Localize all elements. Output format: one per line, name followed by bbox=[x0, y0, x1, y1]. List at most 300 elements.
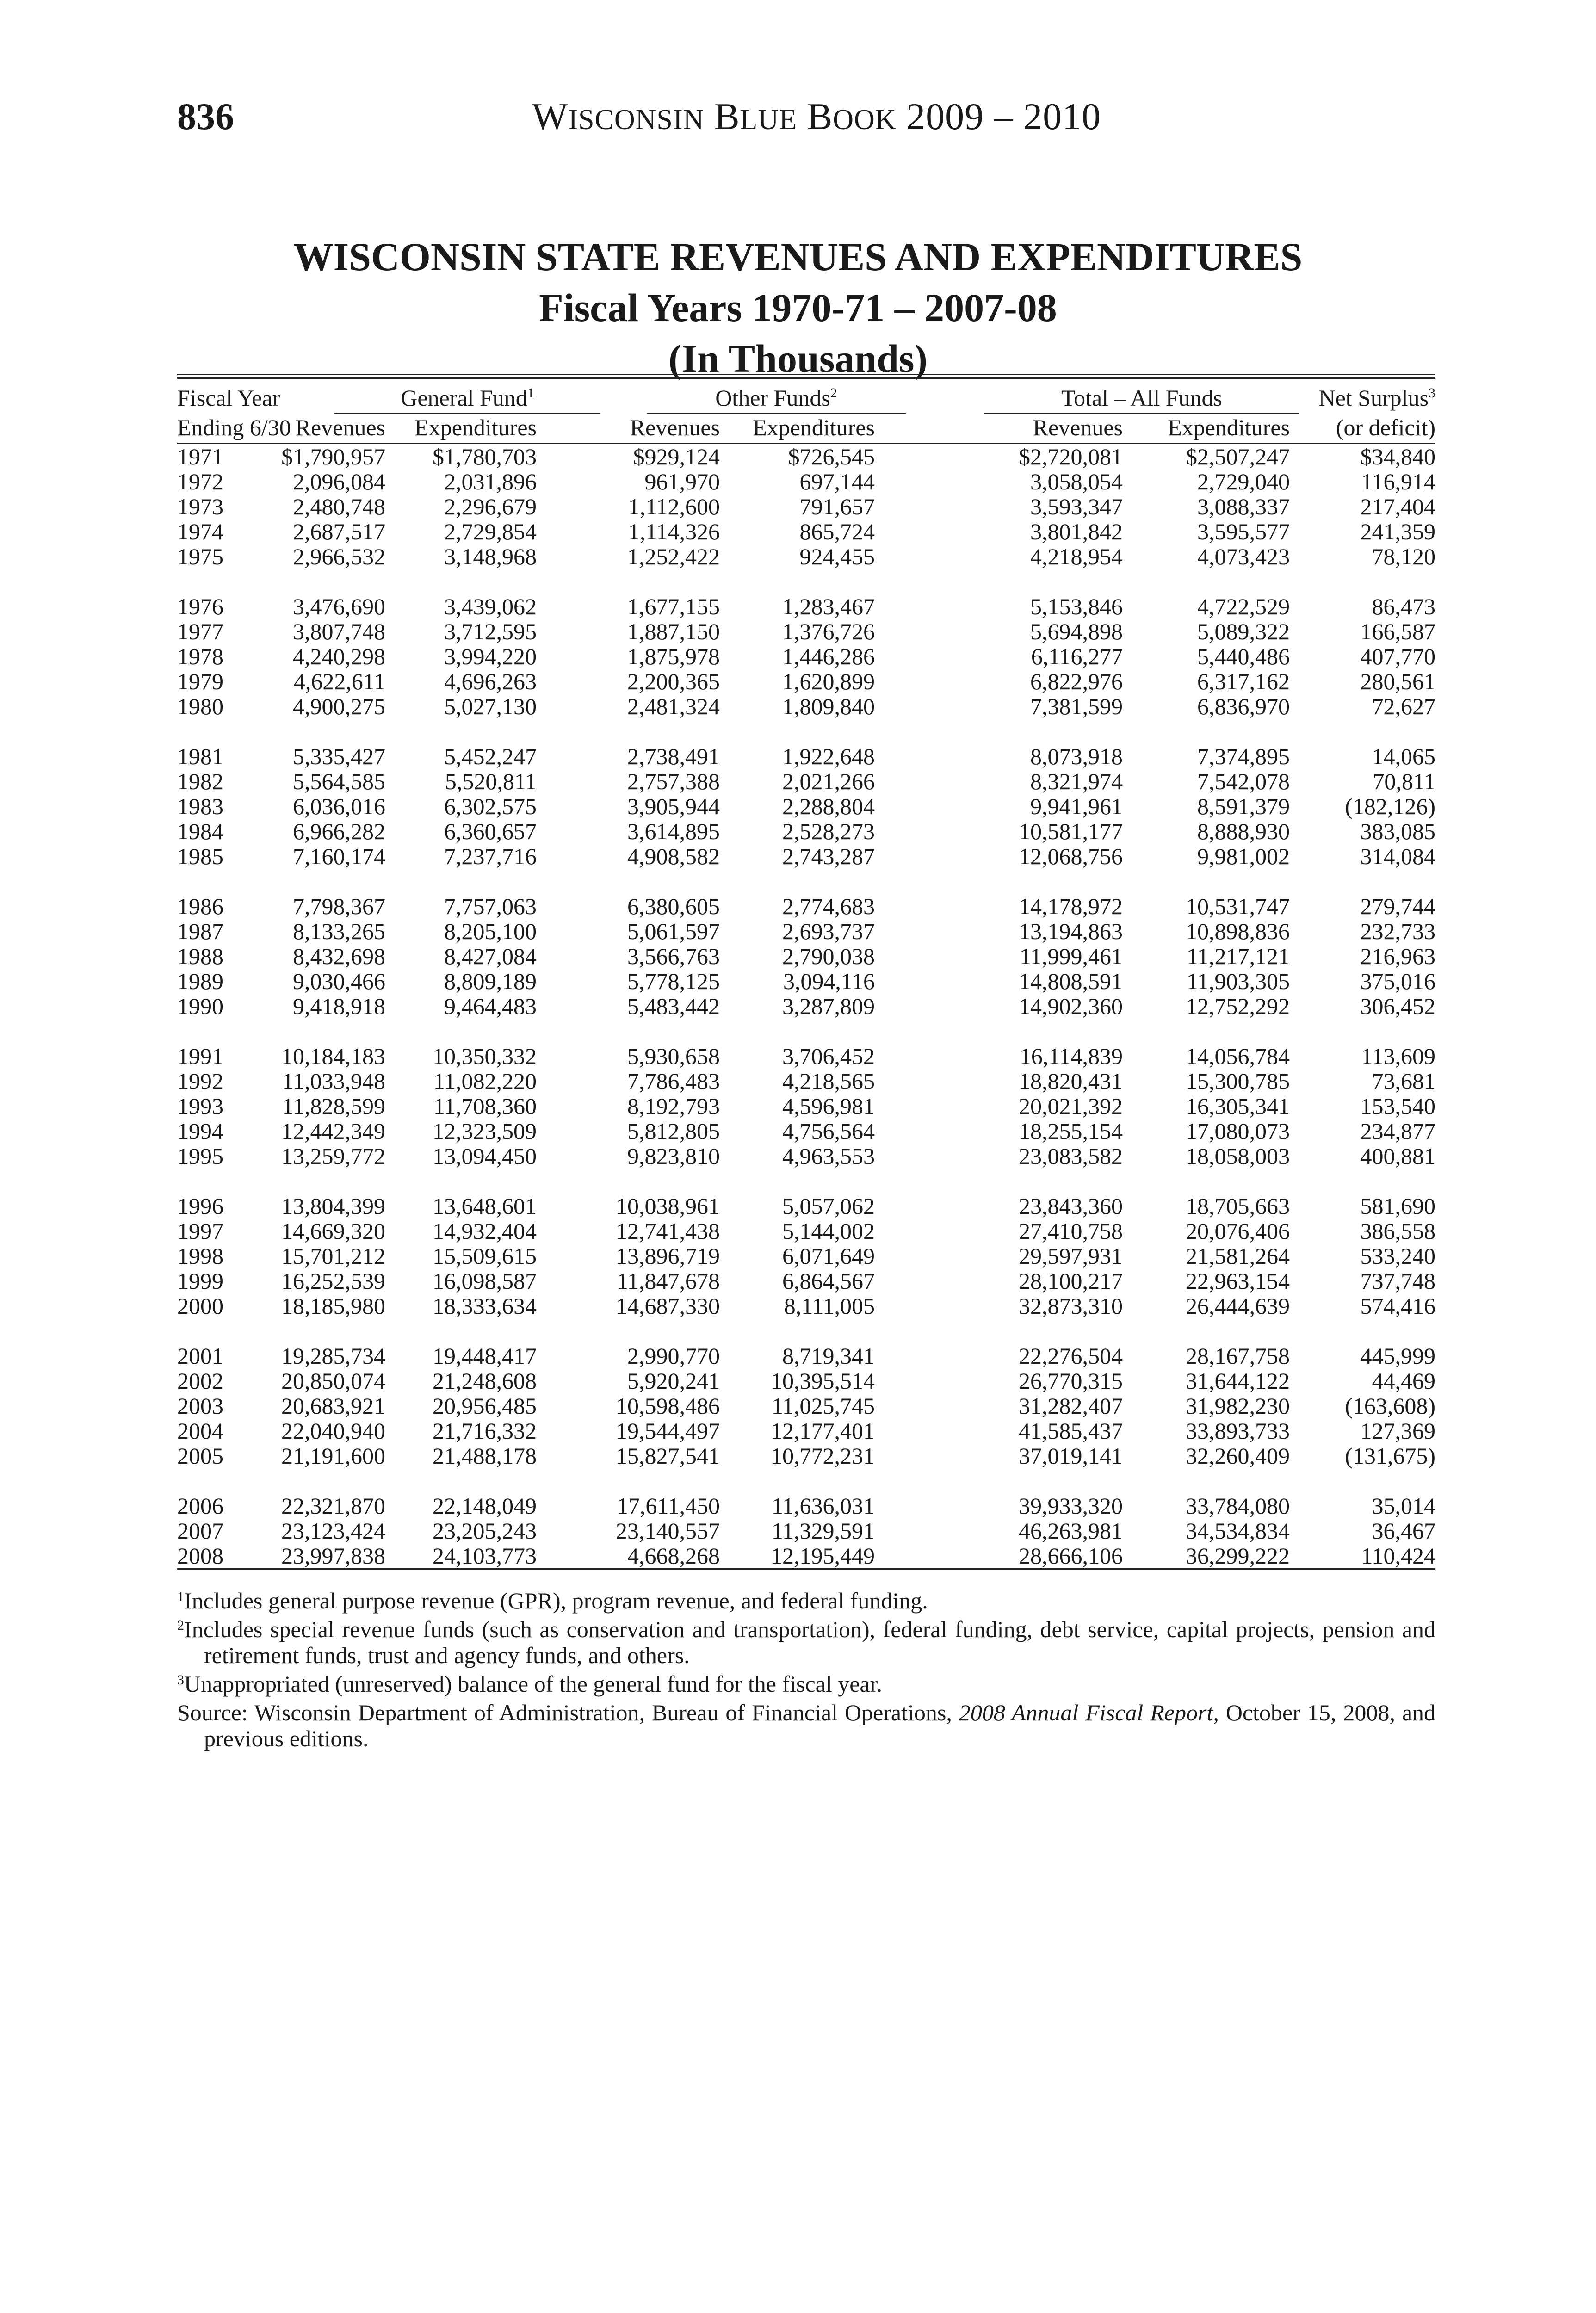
cell-gf-revenues: 5,335,427 bbox=[293, 743, 385, 769]
table-row bbox=[177, 694, 1435, 719]
cell-gf-expenditures: 11,708,360 bbox=[433, 1093, 537, 1119]
table-row bbox=[177, 1518, 1435, 1543]
cell-of-expenditures: 3,287,809 bbox=[782, 993, 875, 1019]
cell-gf-revenues: 13,259,772 bbox=[281, 1143, 385, 1169]
cell-of-expenditures: 12,177,401 bbox=[771, 1418, 875, 1444]
cell-of-revenues: 3,566,763 bbox=[627, 943, 720, 969]
cell-of-revenues: 2,481,324 bbox=[627, 693, 720, 719]
cell-of-revenues: 6,380,605 bbox=[627, 893, 720, 919]
cell-of-revenues: 15,827,541 bbox=[616, 1443, 720, 1469]
cell-total-revenues: 4,218,954 bbox=[1030, 544, 1123, 569]
cell-gf-expenditures: 20,956,485 bbox=[433, 1393, 537, 1419]
cell-gf-revenues: 22,321,870 bbox=[281, 1493, 385, 1519]
cell-of-expenditures: 924,455 bbox=[799, 544, 875, 569]
cell-gf-expenditures: 8,809,189 bbox=[444, 968, 537, 994]
cell-total-revenues: 23,843,360 bbox=[1019, 1193, 1123, 1219]
cell-net-surplus: 217,404 bbox=[1360, 494, 1435, 519]
table-row bbox=[177, 594, 1435, 619]
cell-total-expenditures: 5,440,486 bbox=[1197, 643, 1290, 669]
table-row bbox=[177, 894, 1435, 919]
cell-net-surplus: 375,016 bbox=[1360, 968, 1435, 994]
cell-gf-revenues: 14,669,320 bbox=[281, 1218, 385, 1244]
cell-total-expenditures: 32,260,409 bbox=[1186, 1443, 1290, 1469]
cell-gf-revenues: 2,096,084 bbox=[293, 469, 385, 495]
table-row bbox=[177, 644, 1435, 669]
cell-total-expenditures: 17,080,073 bbox=[1186, 1118, 1290, 1144]
cell-gf-revenues: 7,798,367 bbox=[293, 893, 385, 919]
footnote-2 bbox=[177, 1616, 1435, 1668]
cell-gf-expenditures: 6,302,575 bbox=[444, 793, 537, 819]
cell-fiscal-year: 1973 bbox=[177, 494, 223, 519]
cell-gf-expenditures: 8,205,100 bbox=[444, 918, 537, 944]
cell-gf-revenues: 4,240,298 bbox=[293, 643, 385, 669]
cell-fiscal-year: 1996 bbox=[177, 1193, 223, 1219]
cell-gf-expenditures: 2,031,896 bbox=[444, 469, 537, 495]
cell-gf-revenues: 5,564,585 bbox=[293, 768, 385, 794]
cell-total-expenditures: 33,893,733 bbox=[1186, 1418, 1290, 1444]
cell-gf-revenues: $1,790,957 bbox=[281, 444, 385, 470]
cell-net-surplus: 153,540 bbox=[1360, 1093, 1435, 1119]
cell-of-expenditures: 4,756,564 bbox=[782, 1118, 875, 1144]
cell-gf-expenditures: 6,360,657 bbox=[444, 818, 537, 844]
running-title-part: OOK bbox=[833, 104, 897, 136]
cell-of-expenditures: 10,395,514 bbox=[771, 1368, 875, 1394]
cell-gf-expenditures: 7,237,716 bbox=[444, 843, 537, 869]
running-title-part: B bbox=[704, 95, 740, 137]
cell-total-expenditures: 31,644,122 bbox=[1186, 1368, 1290, 1394]
cell-total-revenues: 28,100,217 bbox=[1019, 1268, 1123, 1294]
cell-total-expenditures: 4,073,423 bbox=[1197, 544, 1290, 569]
cell-of-expenditures: 5,144,002 bbox=[782, 1218, 875, 1244]
cell-of-revenues: 1,114,326 bbox=[628, 519, 720, 544]
footnote-3 bbox=[177, 1671, 1435, 1697]
cell-total-revenues: 37,019,141 bbox=[1019, 1443, 1123, 1469]
header-net-surplus-label: Net Surplus bbox=[1318, 385, 1429, 411]
cell-gf-revenues: 2,480,748 bbox=[293, 494, 385, 519]
cell-of-expenditures: 1,376,726 bbox=[782, 618, 875, 644]
cell-of-expenditures: 5,057,062 bbox=[782, 1193, 875, 1219]
table-row bbox=[177, 1343, 1435, 1368]
table-row bbox=[177, 1094, 1435, 1119]
cell-of-revenues: 2,757,388 bbox=[627, 768, 720, 794]
cell-gf-expenditures: 12,323,509 bbox=[433, 1118, 537, 1144]
cell-gf-revenues: 12,442,349 bbox=[281, 1118, 385, 1144]
footnote-1-marker: 1 bbox=[177, 1589, 184, 1604]
cell-net-surplus: 279,744 bbox=[1360, 893, 1435, 919]
cell-gf-expenditures: 21,248,608 bbox=[433, 1368, 537, 1394]
cell-of-expenditures: 3,094,116 bbox=[783, 968, 875, 994]
cell-of-revenues: $929,124 bbox=[633, 444, 720, 470]
cell-gf-revenues: 19,285,734 bbox=[281, 1343, 385, 1369]
group-spacer bbox=[177, 1468, 1435, 1493]
cell-net-surplus: (163,608) bbox=[1345, 1393, 1435, 1419]
footnote-2-marker: 2 bbox=[177, 1618, 184, 1633]
cell-gf-expenditures: 4,696,263 bbox=[444, 668, 537, 694]
cell-of-expenditures: 8,719,341 bbox=[782, 1343, 875, 1369]
cell-total-revenues: 46,263,981 bbox=[1019, 1518, 1123, 1544]
table-row bbox=[177, 519, 1435, 544]
cell-net-surplus: $34,840 bbox=[1360, 444, 1435, 470]
cell-fiscal-year: 1997 bbox=[177, 1218, 223, 1244]
cell-total-revenues: 9,941,961 bbox=[1030, 793, 1123, 819]
table-row bbox=[177, 944, 1435, 969]
header-gf-revenues: Revenues bbox=[295, 414, 385, 440]
cell-gf-expenditures: 23,205,243 bbox=[433, 1518, 537, 1544]
cell-net-surplus: 78,120 bbox=[1372, 544, 1435, 569]
cell-fiscal-year: 2002 bbox=[177, 1368, 223, 1394]
cell-total-expenditures: 2,729,040 bbox=[1197, 469, 1290, 495]
cell-net-surplus: 72,627 bbox=[1372, 693, 1435, 719]
cell-of-revenues: 11,847,678 bbox=[616, 1268, 720, 1294]
cell-fiscal-year: 1991 bbox=[177, 1043, 223, 1069]
cell-fiscal-year: 1985 bbox=[177, 843, 223, 869]
cell-net-surplus: 116,914 bbox=[1361, 469, 1435, 495]
cell-gf-revenues: 23,123,424 bbox=[281, 1518, 385, 1544]
cell-of-revenues: 7,786,483 bbox=[627, 1068, 720, 1094]
cell-fiscal-year: 1975 bbox=[177, 544, 223, 569]
cell-fiscal-year: 1971 bbox=[177, 444, 223, 470]
cell-gf-expenditures: 15,509,615 bbox=[433, 1243, 537, 1269]
cell-fiscal-year: 2000 bbox=[177, 1293, 223, 1319]
cell-of-expenditures: 1,446,286 bbox=[782, 643, 875, 669]
cell-of-expenditures: 791,657 bbox=[799, 494, 875, 519]
cell-total-expenditures: 6,317,162 bbox=[1197, 668, 1290, 694]
header-row-sub bbox=[177, 415, 1435, 440]
cell-total-expenditures: 8,591,379 bbox=[1197, 793, 1290, 819]
cell-fiscal-year: 1995 bbox=[177, 1143, 223, 1169]
cell-net-surplus: 36,467 bbox=[1372, 1518, 1435, 1544]
cell-fiscal-year: 1982 bbox=[177, 768, 223, 794]
cell-total-revenues: 22,276,504 bbox=[1019, 1343, 1123, 1369]
cell-total-expenditures: 8,888,930 bbox=[1197, 818, 1290, 844]
cell-of-revenues: 10,038,961 bbox=[616, 1193, 720, 1219]
header-row-top bbox=[177, 385, 1435, 410]
cell-total-expenditures: 26,444,639 bbox=[1186, 1293, 1290, 1319]
running-title-part: 2009 – 2010 bbox=[896, 95, 1101, 137]
cell-total-expenditures: 16,305,341 bbox=[1186, 1093, 1290, 1119]
cell-net-surplus: 533,240 bbox=[1360, 1243, 1435, 1269]
group-spacer bbox=[177, 1169, 1435, 1194]
cell-of-revenues: 8,192,793 bbox=[627, 1093, 720, 1119]
cell-total-expenditures: 7,374,895 bbox=[1197, 743, 1290, 769]
cell-of-expenditures: 2,790,038 bbox=[782, 943, 875, 969]
cell-fiscal-year: 2006 bbox=[177, 1493, 223, 1519]
cell-total-expenditures: 36,299,222 bbox=[1186, 1543, 1290, 1569]
cell-total-revenues: 12,068,756 bbox=[1019, 843, 1123, 869]
cell-gf-expenditures: 8,427,084 bbox=[444, 943, 537, 969]
group-spacer bbox=[177, 569, 1435, 594]
cell-gf-revenues: 20,683,921 bbox=[281, 1393, 385, 1419]
cell-of-expenditures: 1,809,840 bbox=[782, 693, 875, 719]
cell-gf-expenditures: 19,448,417 bbox=[433, 1343, 537, 1369]
cell-gf-revenues: 9,030,466 bbox=[293, 968, 385, 994]
cell-gf-expenditures: 2,729,854 bbox=[444, 519, 537, 544]
table-row bbox=[177, 1293, 1435, 1318]
table-row bbox=[177, 919, 1435, 944]
cell-total-expenditures: 28,167,758 bbox=[1186, 1343, 1290, 1369]
header-of-revenues: Revenues bbox=[630, 414, 720, 440]
cell-of-expenditures: 697,144 bbox=[799, 469, 875, 495]
cell-of-revenues: 12,741,438 bbox=[616, 1218, 720, 1244]
cell-total-revenues: 23,083,582 bbox=[1019, 1143, 1123, 1169]
header-total-expenditures: Expenditures bbox=[1168, 414, 1290, 440]
header-or-deficit: (or deficit) bbox=[1336, 414, 1435, 440]
cell-fiscal-year: 1979 bbox=[177, 668, 223, 694]
running-title-part: B bbox=[797, 95, 833, 137]
cell-net-surplus: (182,126) bbox=[1345, 793, 1435, 819]
cell-net-surplus: 574,416 bbox=[1360, 1293, 1435, 1319]
footnote-marker-2: 2 bbox=[830, 385, 837, 401]
cell-of-expenditures: 12,195,449 bbox=[771, 1543, 875, 1569]
cell-fiscal-year: 2001 bbox=[177, 1343, 223, 1369]
cell-fiscal-year: 1981 bbox=[177, 743, 223, 769]
cell-gf-expenditures: 14,932,404 bbox=[433, 1218, 537, 1244]
cell-gf-expenditures: 13,648,601 bbox=[433, 1193, 537, 1219]
cell-of-revenues: 3,614,895 bbox=[627, 818, 720, 844]
footnote-3-marker: 3 bbox=[177, 1672, 184, 1688]
cell-total-revenues: 20,021,392 bbox=[1019, 1093, 1123, 1119]
table-row bbox=[177, 1069, 1435, 1094]
cell-fiscal-year: 1976 bbox=[177, 594, 223, 619]
cell-gf-revenues: 20,850,074 bbox=[281, 1368, 385, 1394]
cell-total-expenditures: 9,981,002 bbox=[1197, 843, 1290, 869]
cell-fiscal-year: 1978 bbox=[177, 643, 223, 669]
cell-total-revenues: 41,585,437 bbox=[1019, 1418, 1123, 1444]
cell-net-surplus: 280,561 bbox=[1360, 668, 1435, 694]
cell-net-surplus: 166,587 bbox=[1360, 618, 1435, 644]
table-row bbox=[177, 1044, 1435, 1069]
table-row bbox=[177, 1418, 1435, 1443]
cell-of-expenditures: 2,528,273 bbox=[782, 818, 875, 844]
cell-of-expenditures: 1,283,467 bbox=[782, 594, 875, 619]
cell-fiscal-year: 1988 bbox=[177, 943, 223, 969]
cell-of-revenues: 2,738,491 bbox=[627, 743, 720, 769]
running-title-part: ISCONSIN bbox=[568, 104, 705, 136]
cell-of-revenues: 5,778,125 bbox=[627, 968, 720, 994]
cell-total-expenditures: 33,784,080 bbox=[1186, 1493, 1290, 1519]
table-row bbox=[177, 794, 1435, 819]
cell-total-expenditures: 4,722,529 bbox=[1197, 594, 1290, 619]
footnote-1-text: Includes general purpose revenue (GPR), program revenue, and federal funding. bbox=[184, 1588, 928, 1614]
cell-of-expenditures: $726,545 bbox=[788, 444, 875, 470]
cell-of-expenditures: 10,772,231 bbox=[771, 1443, 875, 1469]
table-row bbox=[177, 994, 1435, 1019]
cell-net-surplus: 44,469 bbox=[1372, 1368, 1435, 1394]
cell-fiscal-year: 1987 bbox=[177, 918, 223, 944]
cell-total-revenues: 18,255,154 bbox=[1019, 1118, 1123, 1144]
table-row bbox=[177, 744, 1435, 769]
cell-net-surplus: 127,369 bbox=[1360, 1418, 1435, 1444]
cell-gf-revenues: 3,807,748 bbox=[293, 618, 385, 644]
cell-net-surplus: 241,359 bbox=[1360, 519, 1435, 544]
cell-of-revenues: 5,812,805 bbox=[627, 1118, 720, 1144]
cell-gf-revenues: 6,036,016 bbox=[293, 793, 385, 819]
table-title bbox=[0, 231, 1596, 384]
table-row bbox=[177, 494, 1435, 519]
cell-gf-expenditures: 2,296,679 bbox=[444, 494, 537, 519]
cell-gf-revenues: 21,191,600 bbox=[281, 1443, 385, 1469]
title-line-1: WISCONSIN STATE REVENUES AND EXPENDITURES bbox=[293, 235, 1303, 279]
cell-total-revenues: 39,933,320 bbox=[1019, 1493, 1123, 1519]
cell-fiscal-year: 2005 bbox=[177, 1443, 223, 1469]
cell-total-expenditures: 5,089,322 bbox=[1197, 618, 1290, 644]
cell-gf-revenues: 13,804,399 bbox=[281, 1193, 385, 1219]
header-gf-expenditures: Expenditures bbox=[414, 414, 537, 440]
cell-of-expenditures: 2,693,737 bbox=[782, 918, 875, 944]
cell-total-expenditures: 31,982,230 bbox=[1186, 1393, 1290, 1419]
cell-net-surplus: 14,065 bbox=[1372, 743, 1435, 769]
cell-gf-revenues: 11,828,599 bbox=[282, 1093, 385, 1119]
table-row bbox=[177, 1119, 1435, 1144]
cell-fiscal-year: 1990 bbox=[177, 993, 223, 1019]
cell-total-revenues: 29,597,931 bbox=[1019, 1243, 1123, 1269]
cell-gf-expenditures: 5,520,811 bbox=[445, 768, 537, 794]
group-spacer bbox=[177, 869, 1435, 894]
cell-total-revenues: 10,581,177 bbox=[1019, 818, 1123, 844]
cell-net-surplus: 73,681 bbox=[1372, 1068, 1435, 1094]
cell-of-expenditures: 11,025,745 bbox=[771, 1393, 875, 1419]
cell-total-revenues: 8,321,974 bbox=[1030, 768, 1123, 794]
footnote-3-text: Unappropriated (unreserved) balance of the general fund for the fiscal year. bbox=[184, 1671, 883, 1697]
cell-total-expenditures: $2,507,247 bbox=[1186, 444, 1290, 470]
cell-gf-revenues: 15,701,212 bbox=[281, 1243, 385, 1269]
cell-fiscal-year: 2004 bbox=[177, 1418, 223, 1444]
header-total-revenues: Revenues bbox=[1033, 414, 1123, 440]
cell-gf-revenues: 4,900,275 bbox=[293, 693, 385, 719]
cell-total-expenditures: 6,836,970 bbox=[1197, 693, 1290, 719]
group-spacer bbox=[177, 1318, 1435, 1343]
cell-gf-expenditures: 13,094,450 bbox=[433, 1143, 537, 1169]
cell-total-revenues: 14,178,972 bbox=[1019, 893, 1123, 919]
running-title bbox=[532, 95, 1101, 138]
cell-of-revenues: 5,061,597 bbox=[627, 918, 720, 944]
cell-of-revenues: 2,200,365 bbox=[627, 668, 720, 694]
cell-total-revenues: 5,694,898 bbox=[1030, 618, 1123, 644]
cell-of-revenues: 2,990,770 bbox=[627, 1343, 720, 1369]
group-spacer bbox=[177, 719, 1435, 744]
cell-fiscal-year: 1993 bbox=[177, 1093, 223, 1119]
cell-net-surplus: 386,558 bbox=[1360, 1218, 1435, 1244]
cell-of-revenues: 3,905,944 bbox=[627, 793, 720, 819]
header-other-funds bbox=[647, 385, 906, 410]
table-row bbox=[177, 619, 1435, 644]
running-title-part: W bbox=[532, 95, 569, 137]
cell-net-surplus: 35,014 bbox=[1372, 1493, 1435, 1519]
cell-total-expenditures: 22,963,154 bbox=[1186, 1268, 1290, 1294]
cell-of-expenditures: 2,288,804 bbox=[782, 793, 875, 819]
cell-of-revenues: 5,920,241 bbox=[627, 1368, 720, 1394]
cell-of-expenditures: 2,021,266 bbox=[782, 768, 875, 794]
cell-total-revenues: 7,381,599 bbox=[1030, 693, 1123, 719]
footnote-marker-1: 1 bbox=[527, 385, 534, 401]
cell-gf-revenues: 16,252,539 bbox=[281, 1268, 385, 1294]
cell-of-revenues: 4,908,582 bbox=[627, 843, 720, 869]
cell-gf-revenues: 4,622,611 bbox=[293, 668, 385, 694]
cell-net-surplus: 113,609 bbox=[1361, 1043, 1435, 1069]
cell-gf-expenditures: 11,082,220 bbox=[433, 1068, 537, 1094]
header-general-fund bbox=[334, 385, 600, 410]
cell-total-expenditures: 21,581,264 bbox=[1186, 1243, 1290, 1269]
cell-of-revenues: 1,112,600 bbox=[628, 494, 720, 519]
source-report-title: 2008 Annual Fiscal Report, bbox=[959, 1700, 1219, 1725]
cell-gf-expenditures: 3,148,968 bbox=[444, 544, 537, 569]
cell-fiscal-year: 1986 bbox=[177, 893, 223, 919]
cell-of-expenditures: 11,636,031 bbox=[771, 1493, 875, 1519]
cell-total-revenues: 26,770,315 bbox=[1019, 1368, 1123, 1394]
cell-gf-revenues: 2,687,517 bbox=[293, 519, 385, 544]
cell-net-surplus: 407,770 bbox=[1360, 643, 1435, 669]
cell-gf-revenues: 2,966,532 bbox=[293, 544, 385, 569]
table-row bbox=[177, 669, 1435, 694]
cell-total-revenues: 31,282,407 bbox=[1019, 1393, 1123, 1419]
running-head bbox=[0, 95, 1596, 141]
cell-gf-expenditures: 5,027,130 bbox=[444, 693, 537, 719]
cell-of-revenues: 5,483,442 bbox=[627, 993, 720, 1019]
footnote-marker-3: 3 bbox=[1429, 385, 1435, 401]
cell-gf-revenues: 11,033,948 bbox=[282, 1068, 385, 1094]
title-line-3: (In Thousands) bbox=[668, 336, 928, 381]
cell-gf-expenditures: 10,350,332 bbox=[433, 1043, 537, 1069]
cell-of-expenditures: 4,963,553 bbox=[782, 1143, 875, 1169]
footnote-2-text: Includes special revenue funds (such as conservation and transportation), federal funding, debt service, capital projects, pension and retirement funds, trust and agency funds, and others. bbox=[184, 1616, 1435, 1668]
cell-fiscal-year: 2008 bbox=[177, 1543, 223, 1569]
cell-total-expenditures: 10,898,836 bbox=[1186, 918, 1290, 944]
cell-total-revenues: 14,808,591 bbox=[1019, 968, 1123, 994]
cell-of-revenues: 10,598,486 bbox=[616, 1393, 720, 1419]
table-row bbox=[177, 1368, 1435, 1393]
table-row bbox=[177, 444, 1435, 469]
page-number: 836 bbox=[177, 95, 234, 137]
cell-of-revenues: 5,930,658 bbox=[627, 1043, 720, 1069]
table-row bbox=[177, 1218, 1435, 1243]
cell-fiscal-year: 1972 bbox=[177, 469, 223, 495]
source-note bbox=[177, 1700, 1435, 1751]
table-row bbox=[177, 1443, 1435, 1468]
cell-gf-expenditures: 3,994,220 bbox=[444, 643, 537, 669]
cell-of-expenditures: 6,864,567 bbox=[782, 1268, 875, 1294]
cell-total-expenditures: 14,056,784 bbox=[1186, 1043, 1290, 1069]
cell-total-revenues: 28,666,106 bbox=[1019, 1543, 1123, 1569]
cell-net-surplus: 86,473 bbox=[1372, 594, 1435, 619]
cell-net-surplus: 737,748 bbox=[1360, 1268, 1435, 1294]
revenue-table bbox=[177, 374, 1435, 1570]
cell-of-revenues: 14,687,330 bbox=[616, 1293, 720, 1319]
cell-of-expenditures: 865,724 bbox=[799, 519, 875, 544]
cell-fiscal-year: 2007 bbox=[177, 1518, 223, 1544]
cell-net-surplus: 232,733 bbox=[1360, 918, 1435, 944]
table-row bbox=[177, 1243, 1435, 1268]
cell-of-revenues: 9,823,810 bbox=[627, 1143, 720, 1169]
cell-fiscal-year: 1994 bbox=[177, 1118, 223, 1144]
cell-gf-revenues: 7,160,174 bbox=[293, 843, 385, 869]
cell-total-revenues: 3,058,054 bbox=[1030, 469, 1123, 495]
cell-of-revenues: 1,677,155 bbox=[627, 594, 720, 619]
cell-net-surplus: 306,452 bbox=[1360, 993, 1435, 1019]
cell-total-revenues: 5,153,846 bbox=[1030, 594, 1123, 619]
cell-total-expenditures: 18,705,663 bbox=[1186, 1193, 1290, 1219]
cell-gf-expenditures: 24,103,773 bbox=[433, 1543, 537, 1569]
cell-gf-revenues: 8,133,265 bbox=[293, 918, 385, 944]
cell-net-surplus: 216,963 bbox=[1360, 943, 1435, 969]
cell-of-expenditures: 8,111,005 bbox=[784, 1293, 875, 1319]
cell-fiscal-year: 1989 bbox=[177, 968, 223, 994]
cell-total-expenditures: 11,903,305 bbox=[1186, 968, 1290, 994]
cell-total-expenditures: 15,300,785 bbox=[1186, 1068, 1290, 1094]
group-spacer bbox=[177, 1019, 1435, 1044]
cell-total-revenues: 16,114,839 bbox=[1019, 1043, 1123, 1069]
header-ending: Ending 6/30 bbox=[177, 414, 291, 440]
cell-total-expenditures: 3,595,577 bbox=[1197, 519, 1290, 544]
